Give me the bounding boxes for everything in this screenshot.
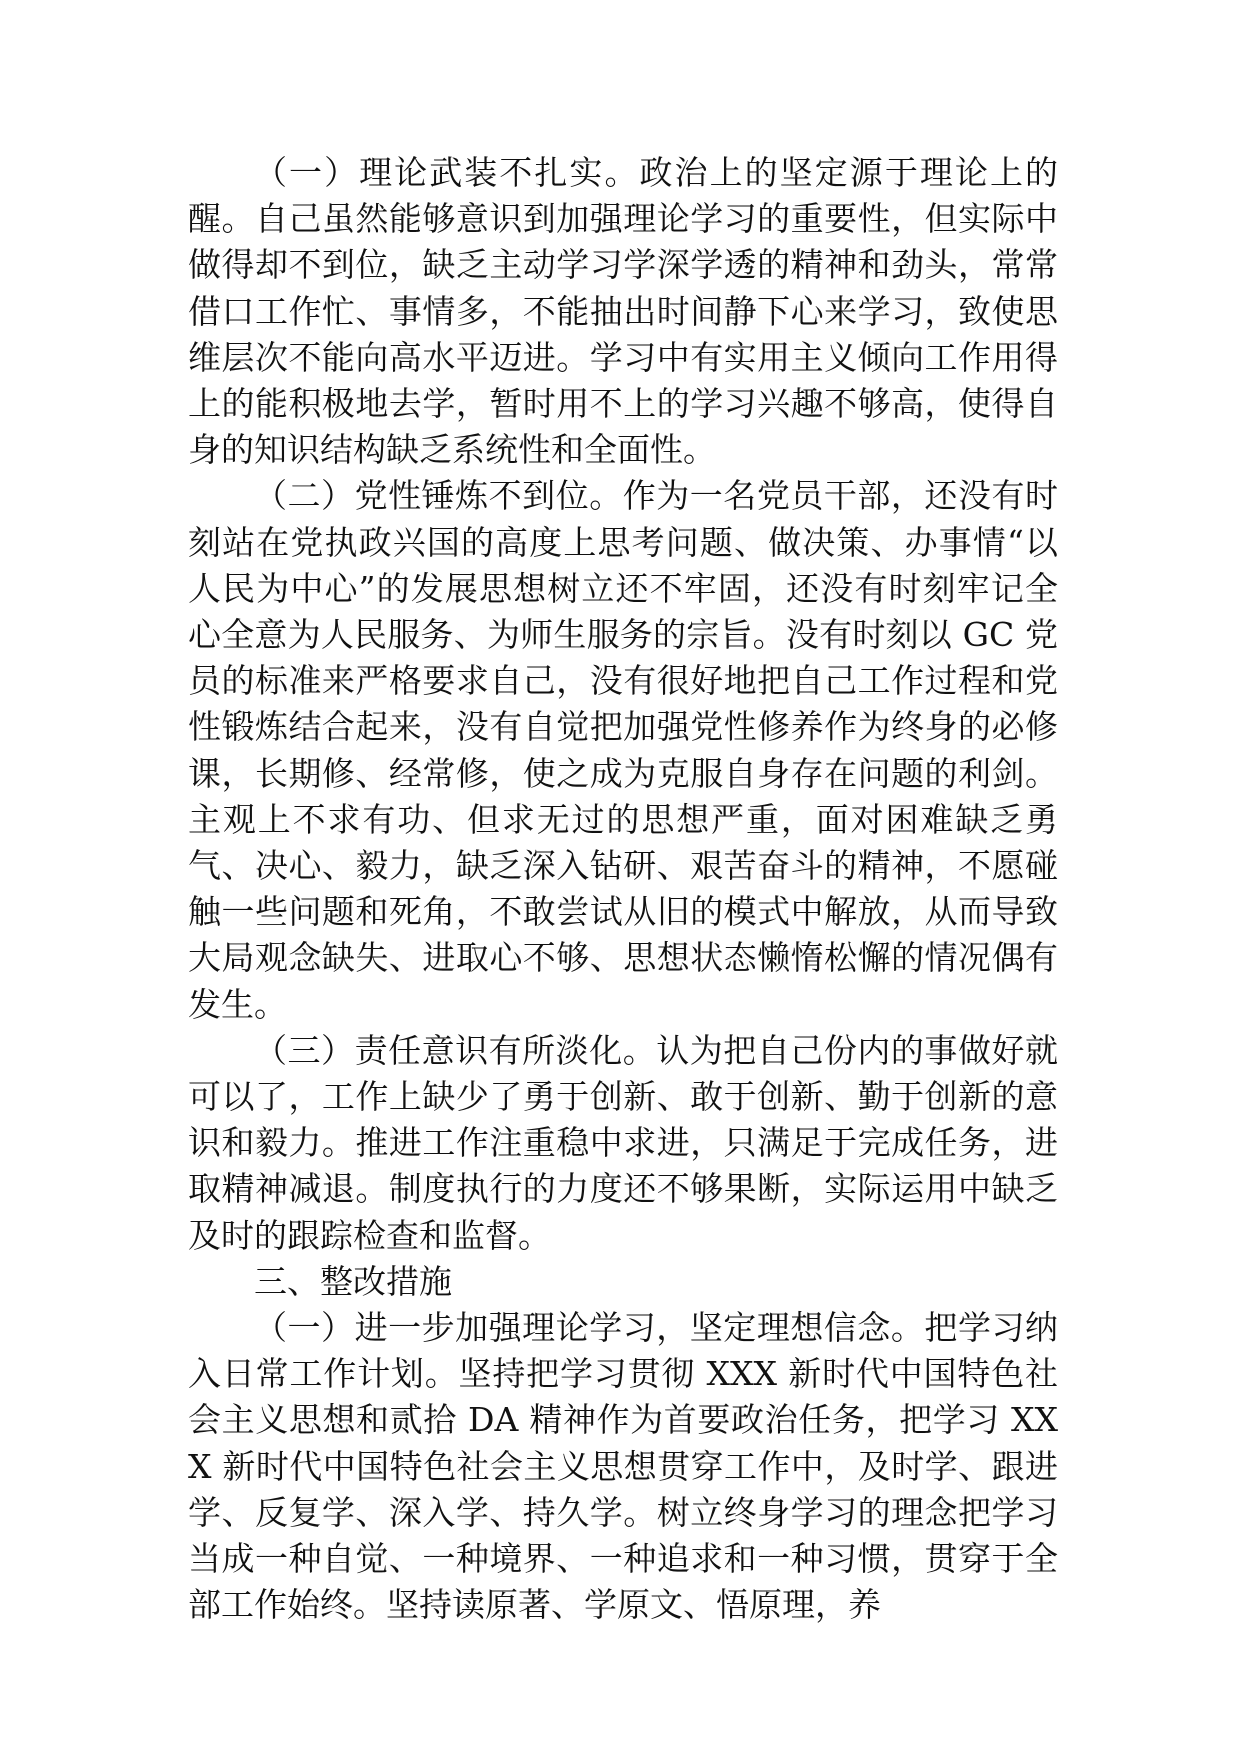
paragraph-strengthen-theory: （一）进一步加强理论学习，坚定理想信念。把学习纳入日常工作计划。坚持把学习贯彻 XXX 新时代中国特色社会主义思想和贰拾 DA 精神作为首要政治任务，把学习 XXX 新时代中国特色社会主义思想贯穿工作中，及时学、跟进学、反复学、深入学、持久学。树立终身学习的理念把学习当成一种自觉、一种境界、一种追求和一种习惯，贯穿于全部工作始终。坚持读原著、学原文、悟原理，养	[188, 1308, 1058, 1625]
document-body	[188, 150, 1058, 1629]
paragraph-responsibility: （三）责任意识有所淡化。认为把自己份内的事做好就可以了，工作上缺少了勇于创新、敢于创新、勤于创新的意识和毅力。推进工作注重稳中求进，只满足于完成任务，进取精神减退。制度执行的力度还不够果断，实际运用中缺乏及时的跟踪检查和监督。	[188, 1030, 1058, 1255]
paragraph-party-spirit: （二）党性锤炼不到位。作为一名党员干部，还没有时刻站在党执政兴国的高度上思考问题、做决策、办事情“以人民为中心”的发展思想树立还不牢固，还没有时刻牢记全心全意为人民服务、为师生服务的宗旨。没有时刻以 GC 党员的标准来严格要求自己，没有很好地把自己工作过程和党性锻炼结合起来，没有自觉把加强党性修养作为终身的必修课，长期修、经常修，使之成为克服自身存在问题的利剑。主观上不求有功、但求无过的思想严重，面对困难缺乏勇气、决心、毅力，缺乏深入钻研、艰苦奋斗的精神，不愿碰触一些问题和死角，不敢尝试从旧的模式中解放，从而导致大局观念缺失、进取心不够、思想状态懒惰松懈的情况偶有发生。	[188, 476, 1058, 1024]
paragraph-theory-weakness: （一）理论武装不扎实。政治上的坚定源于理论上的醒。自己虽然能够意识到加强理论学习的重要性，但实际中做得却不到位，缺乏主动学习学深学透的精神和劲头，常常借口工作忙、事情多，不能抽出时间静下心来学习，致使思维层次不能向高水平迈进。学习中有实用主义倾向工作用得上的能积极地去学，暂时用不上的学习兴趣不够高，使得自身的知识结构缺乏系统性和全面性。	[188, 153, 1058, 470]
section-heading-rectification: 三、整改措施	[254, 1261, 452, 1301]
